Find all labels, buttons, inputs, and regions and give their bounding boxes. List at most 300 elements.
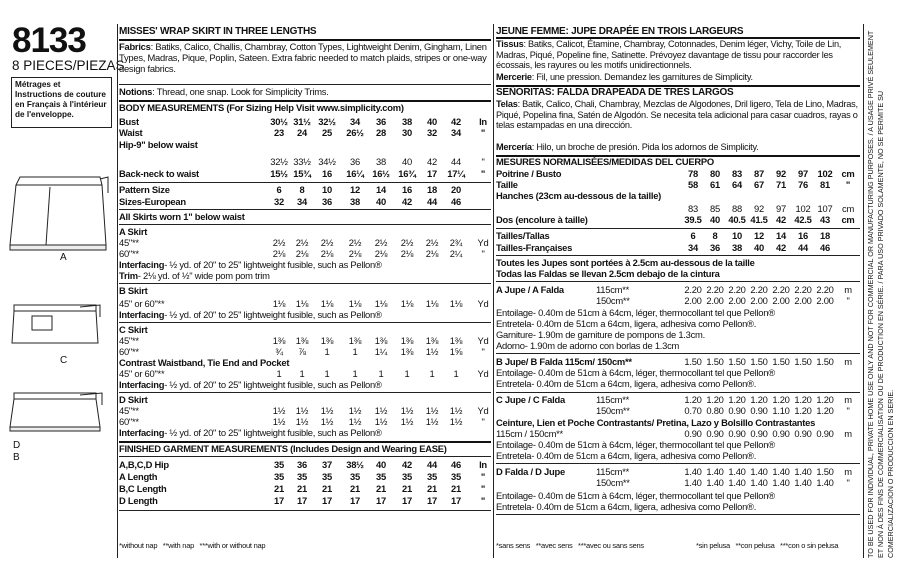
value-cell: 2.20 xyxy=(816,284,834,295)
value-cell: 102 xyxy=(795,203,811,214)
value-cell: 16¾ xyxy=(398,168,416,179)
unit-cell: " xyxy=(480,483,486,494)
value-cell: 44 xyxy=(427,196,437,207)
telas-label: Telas xyxy=(496,99,518,109)
view-label-b: B xyxy=(13,452,20,463)
row-label: Contrast Waistband, Tie End and Pocket xyxy=(119,357,290,368)
value-cell: 1.20 xyxy=(816,394,834,405)
mercerie-value: : Fil, une pression. Demandez les garnitures de Simplicity. xyxy=(531,72,753,82)
value-cell: 32½ xyxy=(318,116,336,127)
value-cell: 26½ xyxy=(346,127,364,138)
row-label: 60"** xyxy=(119,346,139,357)
value-cell: 1.50 xyxy=(816,356,834,367)
value-cell: 33½ xyxy=(293,156,311,167)
value-cell: 1.20 xyxy=(706,394,724,405)
french-note: Métrages et Instructions de couture en Français à l'intérieur de l'enveloppe. xyxy=(15,80,107,119)
unit-cell: " xyxy=(481,416,485,427)
value-cell: 2.00 xyxy=(772,295,790,306)
row-label: A Length xyxy=(119,471,158,482)
pieces-count: 8 PIECES/PIEZAS xyxy=(12,58,125,73)
telas-text xyxy=(496,99,860,131)
value-cell: 40.5 xyxy=(728,214,746,225)
value-cell: 61 xyxy=(710,179,720,190)
fabrics-label: Fabrics xyxy=(119,41,151,52)
row-label: 45" or 60"** xyxy=(119,298,165,309)
row-label: Waist xyxy=(119,127,143,138)
value-cell: 1 xyxy=(453,368,459,379)
row-label: Bust xyxy=(119,116,139,127)
value-cell: 2½ xyxy=(348,237,362,248)
unit-cell: " xyxy=(846,477,850,488)
row-label: Tailles/Tallas xyxy=(496,230,550,241)
row-text: Adorno- 1.90m de adorno con borlas de 1.3cm xyxy=(496,340,680,351)
row-label: C Jupe / C Falda xyxy=(496,394,565,405)
value-cell: 21 xyxy=(376,483,386,494)
value-cell: 34½ xyxy=(318,156,336,167)
row-sub: 150cm** xyxy=(596,295,630,306)
value-cell: 40 xyxy=(376,196,386,207)
unit-cell: m xyxy=(844,466,852,477)
value-cell: 78 xyxy=(688,168,698,179)
unit-cell: cm xyxy=(841,168,855,179)
value-cell: 1.50 xyxy=(706,356,724,367)
value-cell: 34 xyxy=(297,196,307,207)
row-label: FINISHED GARMENT MEASUREMENTS (Includes Design and Wearing EASE) xyxy=(119,443,447,454)
value-cell: 14 xyxy=(776,230,786,241)
value-cell: 38 xyxy=(732,242,742,253)
value-cell: 17 xyxy=(322,495,332,506)
notions-label: Notions xyxy=(119,86,153,97)
value-cell: 44 xyxy=(451,156,461,167)
row-label: Hip-9" below waist xyxy=(119,139,198,150)
row-label: Hanches (23cm au-dessous de la taille) xyxy=(496,190,662,201)
telas-value: : Batik, Calico, Chali, Chambray, Mezclas de Algodones, Dril ligero, Tela de Lino, Madras, Piqué, Popelina fina, Satén de Algodón. Se necesita tela adicional para casar cuadros, rayas o telas estampadas en una dirección. xyxy=(496,99,858,130)
divider-right xyxy=(863,24,864,558)
row-text: Entoilage- 0.40m de 51cm à 64cm, léger, thermocollant tel que Pellon® xyxy=(496,367,775,378)
row-text: Garniture- 1.90m de garniture de pompons de 1.3cm. xyxy=(496,329,705,340)
value-cell: 39.5 xyxy=(684,214,702,225)
value-cell: 1 xyxy=(352,368,358,379)
value-cell: 14 xyxy=(376,184,386,195)
unit-cell: " xyxy=(846,405,850,416)
value-cell: 35 xyxy=(451,471,461,482)
value-cell: 28 xyxy=(376,127,386,138)
value-cell: 1½ xyxy=(295,416,309,427)
english-footnote: *without nap **with nap ***with or without nap xyxy=(119,541,266,550)
value-cell: 2⅛ xyxy=(348,248,362,259)
value-cell: 1⅛ xyxy=(425,298,439,309)
rule xyxy=(119,322,491,323)
value-cell: 64 xyxy=(732,179,742,190)
value-cell: 31½ xyxy=(293,116,311,127)
value-cell: 1⅝ xyxy=(449,346,463,357)
usage-notice-text: TO BE USED FOR INDIVIDUAL, PRIVATE HOME USE ONLY AND NOT FOR COMMERCIAL OR MANUFACTURING PURPOSES. / A USAGE PRIVÉ SEULEMENT ET NON À DES FINS DE COMMERCIALISATION OU DE PRODUCTION EN SÉRIE. / PARA USO PRIVADO SOLAMENTE, NO SE PERMITE SU COMERCIALIZACION O PRODUCCION EN SERIE. xyxy=(866,30,895,558)
value-cell: 1.50 xyxy=(816,466,834,477)
divider-left xyxy=(117,24,118,558)
merceria-value: : Hilo, un broche de presión. Pida los adornos de Simplicity. xyxy=(531,142,759,152)
row-label: 45"** xyxy=(119,405,139,416)
usage-notice xyxy=(866,24,912,558)
row-label: 45"** xyxy=(119,237,139,248)
value-cell: 36 xyxy=(710,242,720,253)
row-label: Tailles-Françaises xyxy=(496,242,573,253)
row-text: Entoilage- 0.40m de 51cm à 64cm, léger, thermocollant tel que Pellon® xyxy=(496,490,775,501)
value-cell: 1.10 xyxy=(772,405,790,416)
unit-cell: " xyxy=(480,471,486,482)
value-cell: 35 xyxy=(322,471,332,482)
value-cell: 44 xyxy=(798,242,808,253)
value-cell: 1⅜ xyxy=(449,335,463,346)
tissus-text xyxy=(496,39,860,71)
row-sub: 115cm** xyxy=(596,466,629,477)
value-cell: 40 xyxy=(754,242,764,253)
value-cell: 2.20 xyxy=(750,284,768,295)
row-text: Entretela- 0.40m de 51cm a 64cm, ligera, adhesiva como Pellon®. xyxy=(496,318,757,329)
value-cell: 17 xyxy=(402,495,412,506)
value-cell: 34 xyxy=(350,116,360,127)
rule xyxy=(119,510,491,511)
value-cell: 2½ xyxy=(320,237,334,248)
rule xyxy=(119,84,491,85)
spanish-title: SEÑORITAS: FALDA DRAPEADA DE TRES LARGOS xyxy=(496,87,734,98)
value-cell: 2⅛ xyxy=(425,248,439,259)
value-cell: 1 xyxy=(324,368,330,379)
value-cell: 1½ xyxy=(348,405,362,416)
value-cell: 1½ xyxy=(400,405,414,416)
unit-cell: In xyxy=(479,116,487,127)
unit-cell: Yd xyxy=(477,368,489,379)
value-cell: 1.20 xyxy=(794,394,812,405)
rule xyxy=(119,182,491,183)
value-cell: 24 xyxy=(297,127,307,138)
value-cell: 83 xyxy=(732,168,742,179)
value-cell: 1.40 xyxy=(772,466,790,477)
value-cell: 2⅛ xyxy=(272,248,286,259)
value-cell: 40 xyxy=(427,116,437,127)
row-label: B Skirt xyxy=(119,285,148,296)
rule xyxy=(119,456,491,457)
value-cell: 32½ xyxy=(270,156,288,167)
value-cell: 2.00 xyxy=(750,295,768,306)
value-cell: 1.40 xyxy=(816,477,834,488)
value-cell: 1.50 xyxy=(794,356,812,367)
value-cell: 16½ xyxy=(372,168,390,179)
value-cell: 1.20 xyxy=(684,394,702,405)
value-cell: 1.20 xyxy=(816,405,834,416)
mercerie-label: Mercerie xyxy=(496,72,532,82)
rule xyxy=(496,255,860,256)
value-cell: 1.40 xyxy=(706,477,724,488)
unit-cell: m xyxy=(844,428,852,439)
row-label: 45" or 60"** xyxy=(119,368,165,379)
value-cell: 32 xyxy=(427,127,437,138)
value-cell: 35 xyxy=(402,471,412,482)
french-column xyxy=(496,26,860,556)
value-cell: 1⅜ xyxy=(400,346,414,357)
value-cell: 87 xyxy=(754,168,764,179)
rule xyxy=(119,224,491,225)
value-cell: 38 xyxy=(350,196,360,207)
value-cell: 1.50 xyxy=(750,356,768,367)
value-cell: 2⅛ xyxy=(374,248,388,259)
value-cell: 1⅛ xyxy=(449,298,463,309)
view-label-d: D xyxy=(13,440,21,451)
value-cell: 0.80 xyxy=(706,405,724,416)
english-title: MISSES' WRAP SKIRT IN THREE LENGTHS xyxy=(119,26,317,37)
value-cell: 2½ xyxy=(425,237,439,248)
row-sub: 115cm** xyxy=(596,284,629,295)
value-cell: 107 xyxy=(817,203,833,214)
value-cell: 0.90 xyxy=(816,428,834,439)
value-cell: 16¼ xyxy=(346,168,364,179)
rule xyxy=(496,228,860,229)
value-cell: 17¼ xyxy=(447,168,465,179)
value-cell: 1⅜ xyxy=(272,335,286,346)
value-cell: 21 xyxy=(451,483,461,494)
value-cell: 1.40 xyxy=(706,466,724,477)
value-cell: 1.50 xyxy=(684,356,702,367)
row-text: - ½ yd. of 20" to 25" lightweight fusible, such as Pellon® xyxy=(164,259,382,270)
value-cell: 1.40 xyxy=(750,466,768,477)
value-cell: 1 xyxy=(299,368,305,379)
rule xyxy=(119,209,491,210)
value-cell: 0.90 xyxy=(684,428,702,439)
view-c-sketch xyxy=(12,305,100,343)
value-cell: 15½ xyxy=(270,168,288,179)
french-note-box xyxy=(11,77,112,128)
row-label: B Jupe/ B Falda 115cm/ 150cm** xyxy=(496,356,632,367)
value-cell: 1¼ xyxy=(374,346,388,357)
value-cell: 67 xyxy=(754,179,764,190)
fabrics-value: : Batiks, Calico, Challis, Chambray, Cotton Types, Lightweight Denim, Gingham, Linen Types, Madras, Pique, Poplin, Sateen. Extra fabric needed to match plaids, stripes or one-way design fabrics. xyxy=(119,41,487,74)
value-cell: 16 xyxy=(798,230,808,241)
value-cell: 2½ xyxy=(400,237,414,248)
value-cell: 35 xyxy=(350,471,360,482)
value-cell: 17 xyxy=(376,495,386,506)
unit-cell: cm xyxy=(842,203,854,214)
row-label: All Skirts worn 1" below waist xyxy=(119,211,245,222)
row-text: - ½ yd. of 20" to 25" lightweight fusible, such as Pellon® xyxy=(164,309,382,320)
merceria-label: Mercería xyxy=(496,142,532,152)
value-cell: 1.20 xyxy=(750,394,768,405)
view-a-sketch xyxy=(10,177,108,250)
value-cell: 1½ xyxy=(425,405,439,416)
value-cell: 2⅛ xyxy=(400,248,414,259)
unit-cell: Yd xyxy=(477,298,489,309)
value-cell: 21 xyxy=(402,483,412,494)
row-text: - ½ yd. of 20" to 25" lightweight fusible, such as Pellon® xyxy=(164,379,382,390)
value-cell: 35 xyxy=(274,471,284,482)
unit-cell: cm xyxy=(841,214,855,225)
row-label: Ceinture, Lien et Poche Contrastants/ Pretina, Lazo y Bolsillo Contrastantes xyxy=(496,417,816,428)
value-cell: 1⅛ xyxy=(320,298,334,309)
value-cell: 97 xyxy=(776,203,786,214)
french-footnote: *sans sens **avec sens ***avec ou sans sens xyxy=(496,541,644,550)
value-cell: 1½ xyxy=(425,346,439,357)
value-cell: 46 xyxy=(451,459,461,470)
value-cell: 2.00 xyxy=(794,295,812,306)
row-sub: 150cm** xyxy=(596,405,630,416)
tissus-value: : Batiks, Calicot, Étamine, Chambray, Cotonnades, Denim léger, Vichy, Toile de Lin, Madras, Piqué, Popeline fine, Satinette. Prévoyez davantage de tissu pour raccorder les écossais, les rayures ou les motifs unidirectionnels. xyxy=(496,39,842,70)
value-cell: 21 xyxy=(427,483,437,494)
row-text: Entretela- 0.40m de 51cm a 64cm, ligera, adhesiva como Pellon®. xyxy=(496,450,757,461)
value-cell: 16 xyxy=(402,184,412,195)
unit-cell: " xyxy=(846,295,850,306)
row-label: Toutes les Jupes sont portées à 2.5cm au-dessous de la taille xyxy=(496,257,755,268)
value-cell: 17 xyxy=(297,495,307,506)
value-cell: 0.90 xyxy=(794,428,812,439)
rule xyxy=(496,463,860,464)
row-label: Back-neck to waist xyxy=(119,168,199,179)
row-label: 60"** xyxy=(119,248,139,259)
value-cell: 1.20 xyxy=(772,394,790,405)
value-cell: 0.90 xyxy=(772,428,790,439)
row-text: - ½ yd. of 20" to 25" lightweight fusible, such as Pellon® xyxy=(164,427,382,438)
rule xyxy=(496,392,860,393)
row-label: A Skirt xyxy=(119,226,148,237)
view-label-a: A xyxy=(60,252,67,263)
value-cell: 42 xyxy=(776,214,786,225)
merceria-text xyxy=(496,142,758,153)
value-cell: 0.70 xyxy=(684,405,702,416)
value-cell: 1⅜ xyxy=(320,335,334,346)
value-cell: 21 xyxy=(274,483,284,494)
value-cell: 17 xyxy=(451,495,461,506)
value-cell: 102 xyxy=(817,168,833,179)
unit-cell: " xyxy=(480,127,486,138)
rule xyxy=(119,283,491,284)
tissus-label: Tissus xyxy=(496,39,524,49)
value-cell: 42 xyxy=(427,156,437,167)
row-text: Entoilage- 0.40m de 51cm à 64cm, léger, thermocollant tel que Pellon® xyxy=(496,307,775,318)
value-cell: 42 xyxy=(402,459,412,470)
value-cell: 35 xyxy=(427,471,437,482)
value-cell: 1.40 xyxy=(728,477,746,488)
value-cell: 1.50 xyxy=(728,356,746,367)
value-cell: 40 xyxy=(710,214,720,225)
value-cell: 1½ xyxy=(295,405,309,416)
english-column xyxy=(119,26,491,556)
row-label: D Skirt xyxy=(119,394,148,405)
value-cell: 21 xyxy=(350,483,360,494)
value-cell: 92 xyxy=(776,168,786,179)
value-cell: 17 xyxy=(427,168,437,179)
fabrics-text xyxy=(119,41,491,74)
value-cell: 2.00 xyxy=(816,295,834,306)
value-cell: 58 xyxy=(688,179,698,190)
value-cell: 83 xyxy=(688,203,698,214)
value-cell: 40 xyxy=(402,156,412,167)
view-label-c: C xyxy=(60,355,68,366)
unit-cell: " xyxy=(481,346,485,357)
value-cell: 1½ xyxy=(400,416,414,427)
mercerie-text xyxy=(496,72,753,83)
value-cell: 1½ xyxy=(272,416,286,427)
value-cell: 30½ xyxy=(270,116,288,127)
row-label: C Skirt xyxy=(119,324,148,335)
value-cell: 46 xyxy=(820,242,830,253)
row-text: - 2⅛ yd. of ½" wide pom pom trim xyxy=(137,270,270,281)
value-cell: 80 xyxy=(710,168,720,179)
pattern-number: 8133 xyxy=(12,21,86,60)
value-cell: 36 xyxy=(350,156,360,167)
unit-cell: " xyxy=(480,495,486,506)
value-cell: 6 xyxy=(276,184,282,195)
value-cell: 0.90 xyxy=(728,405,746,416)
value-cell: 1½ xyxy=(425,416,439,427)
rule xyxy=(119,392,491,393)
rule xyxy=(496,514,860,515)
value-cell: 34 xyxy=(451,127,461,138)
value-cell: 1½ xyxy=(374,416,388,427)
value-cell: 35 xyxy=(376,471,386,482)
value-cell: 92 xyxy=(754,203,764,214)
value-cell: 6 xyxy=(690,230,696,241)
row-label: Trim- 2⅛ yd. of ½" wide pom pom trim xyxy=(119,270,270,281)
value-cell: 85 xyxy=(710,203,720,214)
value-cell: 8 xyxy=(299,184,305,195)
value-cell: 42 xyxy=(402,196,412,207)
value-cell: 1.40 xyxy=(728,466,746,477)
value-cell: 1⅜ xyxy=(400,335,414,346)
row-sub: 115cm** xyxy=(596,394,629,405)
unit-cell: m xyxy=(844,356,852,367)
value-cell: 1.50 xyxy=(772,356,790,367)
view-d-sketch xyxy=(10,393,102,431)
value-cell: 17 xyxy=(274,495,284,506)
value-cell: 1⅛ xyxy=(295,298,309,309)
unit-cell: " xyxy=(481,156,485,167)
value-cell: 1.40 xyxy=(794,466,812,477)
value-cell: ¾ xyxy=(275,346,283,357)
value-cell: 42 xyxy=(776,242,786,253)
row-label: D Falda / D Jupe xyxy=(496,466,565,477)
value-cell: 0.90 xyxy=(750,428,768,439)
row-label: 115cm / 150cm** xyxy=(496,428,563,439)
value-cell: 42 xyxy=(451,116,461,127)
view-sketches xyxy=(0,165,112,465)
value-cell: 35 xyxy=(274,459,284,470)
value-cell: 2.20 xyxy=(794,284,812,295)
value-cell: 2½ xyxy=(295,237,309,248)
value-cell: 1½ xyxy=(449,416,463,427)
value-cell: 10 xyxy=(322,184,332,195)
value-cell: 46 xyxy=(451,196,461,207)
value-cell: 37 xyxy=(322,459,332,470)
value-cell: 38½ xyxy=(346,459,364,470)
value-cell: 2⅛ xyxy=(320,248,334,259)
value-cell: 40 xyxy=(376,459,386,470)
value-cell: 18 xyxy=(820,230,830,241)
value-cell: 1.20 xyxy=(794,405,812,416)
value-cell: 2.20 xyxy=(772,284,790,295)
value-cell: 36 xyxy=(297,459,307,470)
unit-cell: " xyxy=(481,248,485,259)
value-cell: 38 xyxy=(376,156,386,167)
value-cell: 1½ xyxy=(348,416,362,427)
value-cell: 23 xyxy=(274,127,284,138)
value-cell: 21 xyxy=(322,483,332,494)
row-label: Dos (encolure à taille) xyxy=(496,214,588,225)
value-cell: 44 xyxy=(427,459,437,470)
row-label: Interfacing- ½ yd. of 20" to 25" lightweight fusible, such as Pellon® xyxy=(119,427,382,438)
unit-cell: Yd xyxy=(477,405,489,416)
value-cell: 35 xyxy=(297,471,307,482)
unit-cell: Yd xyxy=(477,335,489,346)
value-cell: 1⅛ xyxy=(400,298,414,309)
value-cell: 2.00 xyxy=(706,295,724,306)
value-cell: 1½ xyxy=(449,405,463,416)
